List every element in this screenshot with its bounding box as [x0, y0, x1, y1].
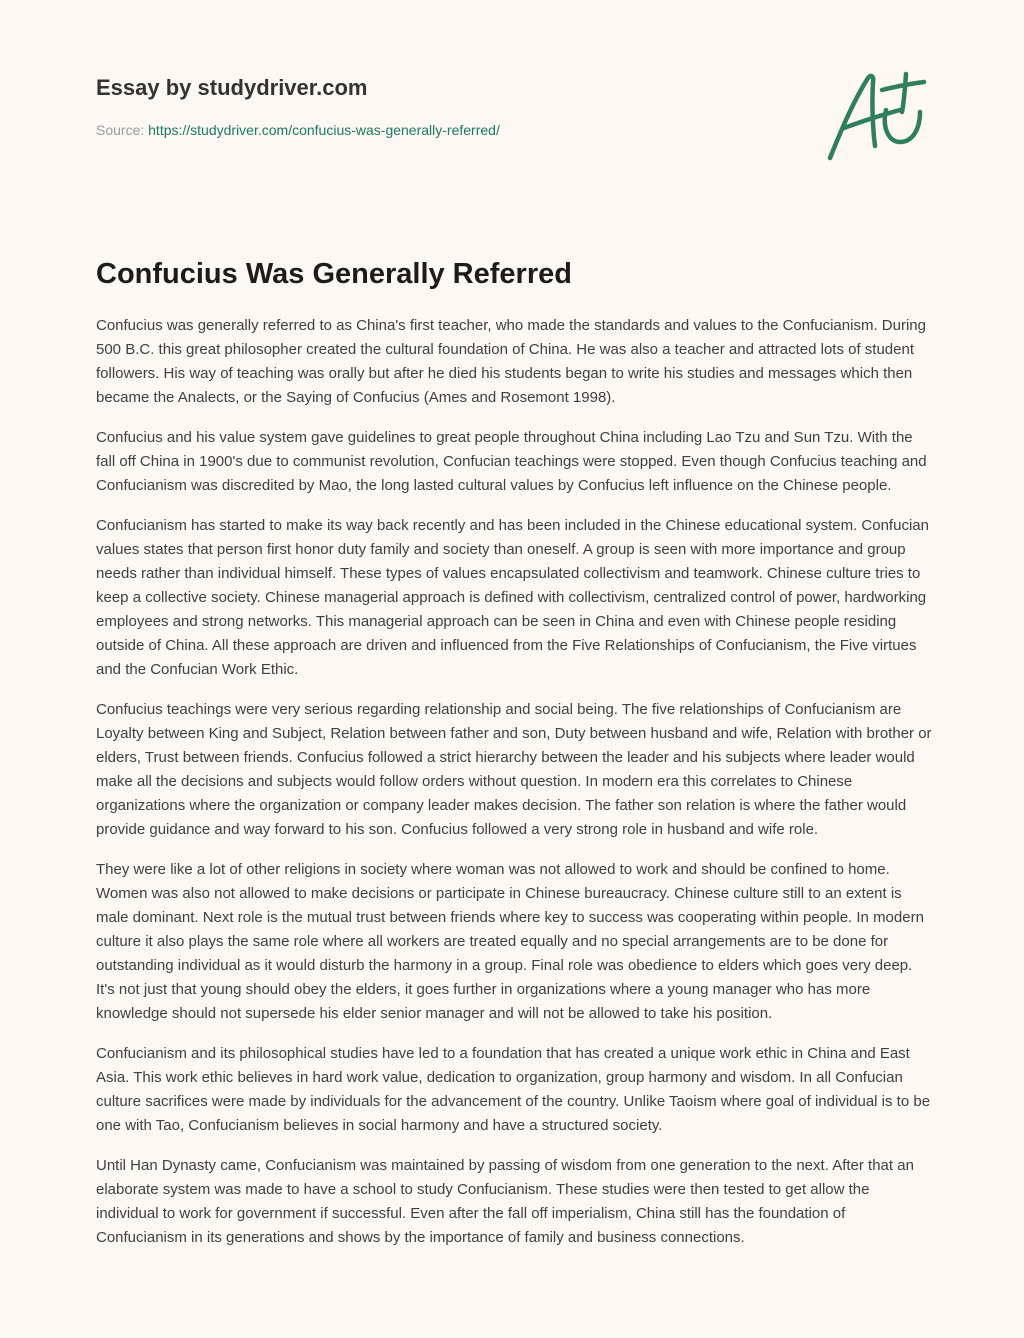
essay-paragraph: Confucianism has started to make its way back recently and has been included in the Chinese educational system. Confucian values states that person first honor duty family and society than oneself. A group is seen with more importance and group needs rather than individual himself. These types of values encapsulated collectivism and teamwork. Chinese culture tries to keep a collective society. Chinese managerial approach is defined with collectivism, centralized control of power, hardworking employees and strong networks. This managerial approach can be seen in China and even with Chinese people residing outside of China. All these approach are driven and influenced from the Five Relationships of Confucianism, the Five virtues and the Confucian Work Ethic. [96, 517, 929, 678]
essay-paragraph: Until Han Dynasty came, Confucianism was maintained by passing of wisdom from one generation to the next. After that an elaborate system was made to have a school to study Confucianism. These studies were then tested to get allow the individual to work for government if successful. Even after the fall off imperialism, China still has the foundation of Confucianism in its generations and shows by the importance of family and business connections. [96, 1157, 914, 1246]
essay-paragraph: Confucius and his value system gave guidelines to great people throughout China including Lao Tzu and Sun Tzu. With the fall off China in 1900's due to communist revolution, Confucian teachings were stopped. Even though Confucius teaching and Confucianism was discredited by Mao, the long lasted cultural values by Confucius left influence on the Chinese people. [96, 429, 927, 494]
source-label: Source: [96, 122, 149, 138]
essay-paragraph: Confucius was generally referred to as China's first teacher, who made the standards and values to the Confucianism. During 500 B.C. this great philosopher created the cultural foundation of China. He was also a teacher and attracted lots of student followers. His way of teaching was orally but after he died his students began to write his studies and messages which then became the Analects, or the Saying of Confucius (Ames and Rosemont 1998). [96, 317, 926, 406]
essay-paragraph: Confucianism and its philosophical studies have led to a foundation that has created a unique work ethic in China and East Asia. This work ethic believes in hard work value, dedication to organization, group harmony and wisdom. In all Confucian culture sacrifices were made by individuals for the advancement of the country. Unlike Taoism where goal of individual is to be one with Tao, Confucianism believes in social harmony and have a structured society. [96, 1045, 931, 1134]
essay-body [96, 314, 932, 1266]
essay-paragraph: Confucius teachings were very serious regarding relationship and social being. The five relationships of Confucianism are Loyalty between King and Subject, Relation between father and son, Duty between husband and wife, Relation with brother or elders, Trust between friends. Confucius followed a strict hierarchy between the leader and his subjects where leader would make all the decisions and subjects would follow orders without question. In modern era this correlates to Chinese organizations where the organization or company leader makes decision. The father son relation is where the father would provide guidance and way forward to his son. Confucius followed a very strong role in husband and wife role. [96, 701, 932, 838]
source-link[interactable]: https://studydriver.com/confucius-was-generally-referred/ [148, 122, 500, 138]
page-header [96, 72, 796, 140]
source-line [96, 120, 796, 140]
essay-paragraph: They were like a lot of other religions in society where woman was not allowed to work and should be confined to home. Women was also not allowed to make decisions or participate in Chinese bureaucracy. Chinese culture still to an extent is male dominant. Next role is the mutual trust between friends where key to success was cooperating within people. In modern culture it also plays the same role where all workers are treated equally and no special arrangements are to be done for outstanding individual as it would disturb the harmony in a group. Final role was obedience to elders which goes very deep. It's not just that young should obey the elders, it goes further in organizations where a young manager who has more knowledge should not supersede his elder senior manager and will not be allowed to take his position. [96, 861, 924, 1022]
essay-title: Confucius Was Generally Referred [96, 258, 572, 290]
brand-title: Essay by studydriver.com [96, 75, 368, 100]
a-plus-logo-icon [820, 66, 930, 166]
